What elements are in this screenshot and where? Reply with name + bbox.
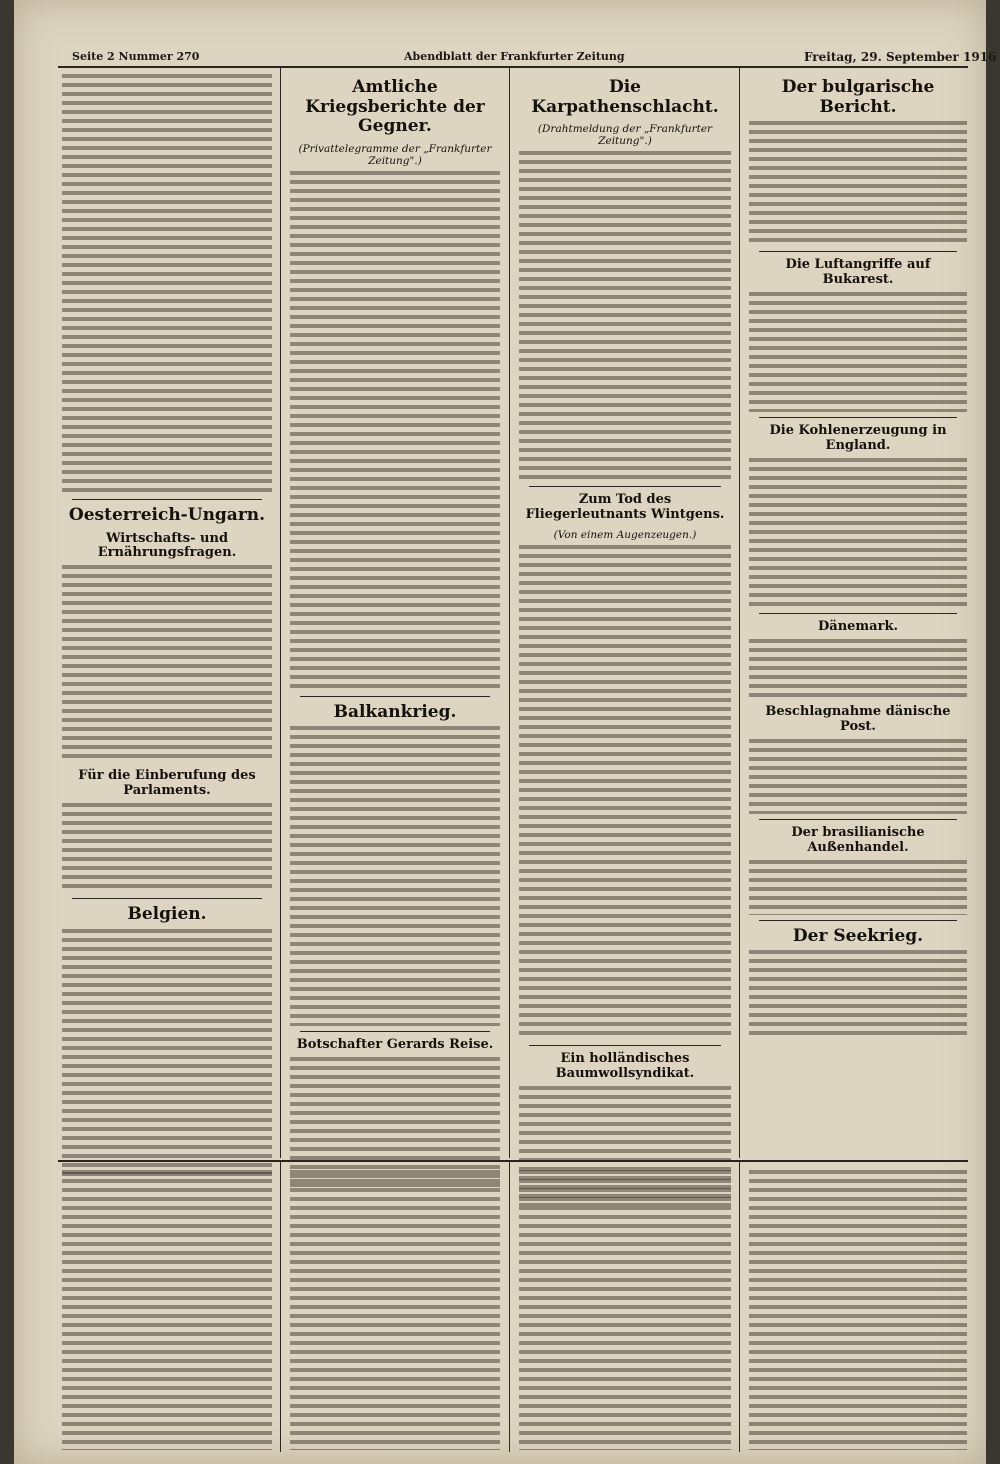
column-2 [290, 72, 500, 1194]
text-block [62, 803, 272, 893]
divider [529, 486, 721, 487]
section-heading: Die Luftangriffe auf Bukarest. [785, 257, 931, 288]
section-subheading: (Privattelegramme der „Frankfurter Zeitung".) [298, 142, 492, 167]
section-heading: Balkankrieg. [333, 701, 457, 722]
divider [759, 251, 957, 252]
page-number: Seite 2 Nummer 270 [72, 50, 200, 63]
text-block [749, 458, 967, 608]
section-heading: Oesterreich-Ungarn. [68, 505, 266, 525]
divider [759, 819, 957, 820]
section-heading: Dänemark. [818, 618, 898, 634]
column-rule [280, 68, 281, 1158]
text-block [749, 292, 967, 412]
divider [300, 696, 490, 697]
section-heading: Die Kohlenerzeugung in England. [769, 422, 947, 453]
section-subheading: Für die Einberufung des Parlaments. [78, 768, 256, 799]
text-block [749, 739, 967, 814]
section-heading: Belgien. [127, 904, 207, 925]
section-subheading: Wirtschafts- und Ernährungsfragen. [97, 530, 237, 561]
section-subheading: Beschlagnahme dänische Post. [765, 703, 951, 734]
section-heading: Ein holländisches Baumwollsyndikat. [555, 1051, 695, 1082]
column-3 [519, 72, 731, 1208]
newspaper-title: Abendblatt der Frankfurter Zeitung [404, 50, 625, 63]
column-4 [749, 72, 967, 1042]
section-heading: Der brasilianische Außenhandel. [791, 824, 925, 855]
section-heading: Der bulgarische Bericht. [781, 77, 935, 117]
section-heading: Die Karpathenschlacht. [531, 77, 719, 117]
divider [72, 499, 262, 500]
column-rule [509, 68, 510, 1158]
section-subheading: (Drahtmeldung der „Frankfurter Zeitung".) [537, 123, 713, 148]
column-rule [739, 68, 740, 1158]
masthead-rule [58, 66, 968, 68]
column-rule [509, 1162, 510, 1452]
column-rule [739, 1162, 740, 1452]
divider [759, 417, 957, 418]
divider [759, 613, 957, 614]
text-block [749, 860, 967, 915]
text-block [62, 929, 272, 1179]
text-block [519, 545, 731, 1040]
feuilleton-text-block [62, 1170, 272, 1450]
text-block [749, 121, 967, 246]
divider [759, 920, 957, 921]
newspaper-page [14, 0, 997, 1464]
text-block [749, 950, 967, 1040]
text-block [290, 171, 500, 691]
feuilleton-text-block [749, 1170, 967, 1450]
feuilleton-text-block [290, 1170, 500, 1450]
text-block [519, 151, 731, 481]
issue-date: Freitag, 29. September 1916 [804, 50, 997, 64]
divider [300, 1031, 490, 1032]
section-heading: Zum Tod des Fliegerleutnants Wintgens. [525, 492, 725, 523]
column-rule [280, 1162, 281, 1452]
divider [72, 898, 262, 899]
text-block [62, 74, 272, 494]
text-block [62, 565, 272, 763]
text-block [290, 726, 500, 1026]
column-1 [62, 72, 272, 1181]
section-subheading: (Von einem Augenzeugen.) [553, 529, 697, 542]
section-heading: Amtliche Kriegsberichte der Gegner. [305, 77, 485, 137]
section-heading: Der Seekrieg. [792, 925, 924, 946]
divider [529, 1045, 721, 1046]
section-heading: Botschafter Gerards Reise. [296, 1037, 494, 1053]
text-block [749, 639, 967, 699]
feuilleton-text-block [519, 1170, 731, 1450]
